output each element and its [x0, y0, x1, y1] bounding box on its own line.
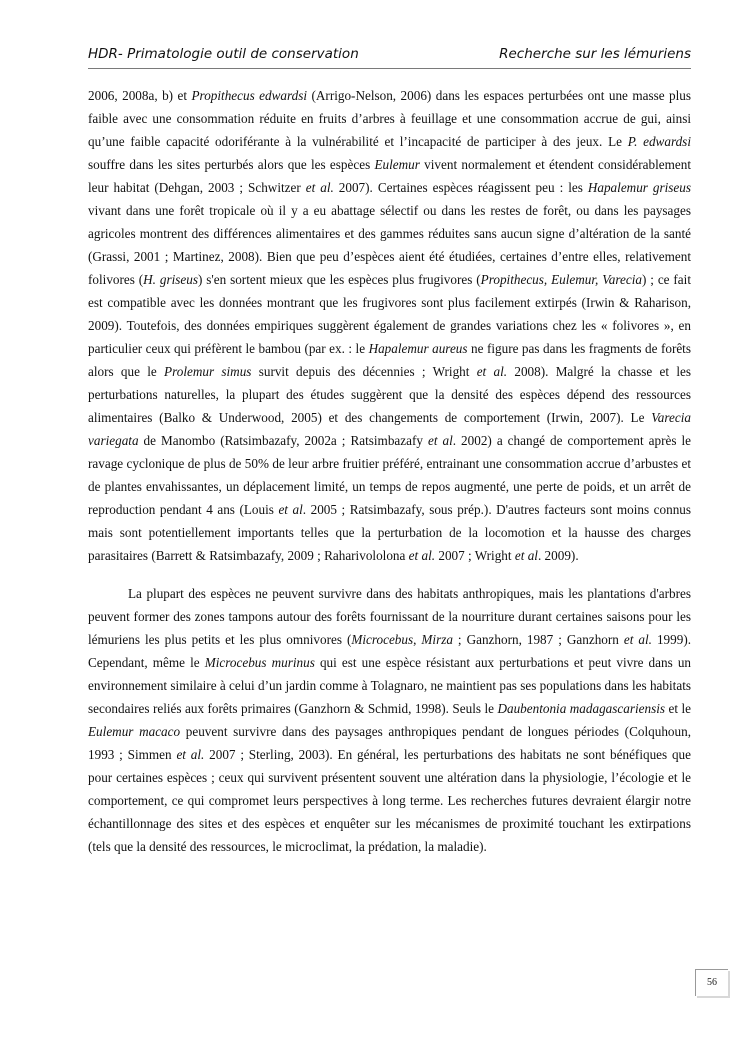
header-title: HDR- Primatologie outil de conservation [88, 46, 359, 62]
document-body [88, 84, 691, 858]
paragraph-1: 2006, 2008a, b) et Propithecus edwardsi (Arrigo-Nelson, 2006) dans les espaces perturbées ont une masse plus faible avec une consommation réduite en fruits d’arbres à feuillage et une consommation accrue de gui, ainsi qu’une faible capacité odoriférante à la vulnérabilité et l’incapacité de participer à des jeux. Le P. edwardsi souffre dans les sites perturbés alors que les espèces Eulemur vivent normalement et étendent considérablement leur habitat (Dehgan, 2003 ; Schwitzer et al. 2007). Certaines espèces réagissent peu : les Hapalemur griseus vivant dans une forêt tropicale où il y a eu abattage sélectif ou dans les restes de forêt, ou dans les paysages agricoles montrent des différences alimentaires et des gammes réduites sans aucun signe d’altération de la santé (Grassi, 2001 ; Martinez, 2008). Bien que peu d’espèces aient été étudiées, certaines d’entre elles, relativement folivores (H. griseus) s'en sortent mieux que les espèces plus frugivores (Propithecus, Eulemur, Varecia) ; ce fait est compatible avec les données montrant que les frugivores sont plus facilement extirpés (Irwin & Raharison, 2009). Toutefois, des données empiriques suggèrent également de grandes variations chez les « folivores », en particulier ceux qui préfèrent le bambou (par ex. : le Hapalemur aureus ne figure pas dans les fragments de forêts alors que le Prolemur simus survit depuis des décennies ; Wright et al. 2008). Malgré la chasse et les perturbations naturelles, la plupart des études suggèrent que la densité des espèces dépend des ressources alimentaires (Balko & Underwood, 2005) et des changements de comportement (Irwin, 2007). Le Varecia variegata de Manombo (Ratsimbazafy, 2002a ; Ratsimbazafy et al. 2002) a changé de comportement après le ravage cyclonique de plus de 50% de leur arbre fruitier préféré, entrainant une consommation accrue d’arbustes et de plantes envahissantes, un déplacement limité, un temps de repos augmenté, une perte de poids, et un arrêt de reproduction pendant 4 ans (Louis et al. 2005 ; Ratsimbazafy, sous prép.). D'autres facteurs sont moins connus mais sont potentiellement importants telles que la perturbation de la locomotion et la hausse des charges parasitaires (Barrett & Ratsimbazafy, 2009 ; Raharivololona et al. 2007 ; Wright et al. 2009). [88, 88, 692, 563]
page-number: 56 [695, 969, 728, 996]
header-subtitle: Recherche sur les lémuriens [499, 46, 691, 62]
page-header [88, 44, 691, 69]
paragraph-2: La plupart des espèces ne peuvent survivre dans des habitats anthropiques, mais les plantations d'arbres peuvent former des zones tampons autour des forêts fournissant de la nourriture durant certaines saisons pour les lémuriens les plus petits et les plus omnivores (Microcebus, Mirza ; Ganzhorn, 1987 ; Ganzhorn et al. 1999). Cependant, même le Microcebus murinus qui est une espèce résistant aux perturbations et peut vivre dans un environnement similaire à celui d’un jardin comme à Tolagnaro, ne maintient pas ses populations dans les habitats secondaires reliés aux forêts primaires (Ganzhorn & Schmid, 1998). Seuls le Daubentonia madagascariensis et le Eulemur macaco peuvent survivre dans des paysages anthropiques pendant de longues périodes (Colquhoun, 1993 ; Simmen et al. 2007 ; Sterling, 2003). En général, les perturbations des habitats ne sont bénéfiques que pour certaines espèces ; ceux qui survivent présentent souvent une altération dans la physiologie, l’écologie et le comportement, ce qui compromet leurs perspectives à long terme. Les recherches futures devraient élargir notre échantillonnage des sites et des espèces et enquêter sur les mécanismes de proximité touchant les extirpations (tels que la densité des ressources, le microclimat, la prédation, la maladie). [88, 586, 692, 854]
